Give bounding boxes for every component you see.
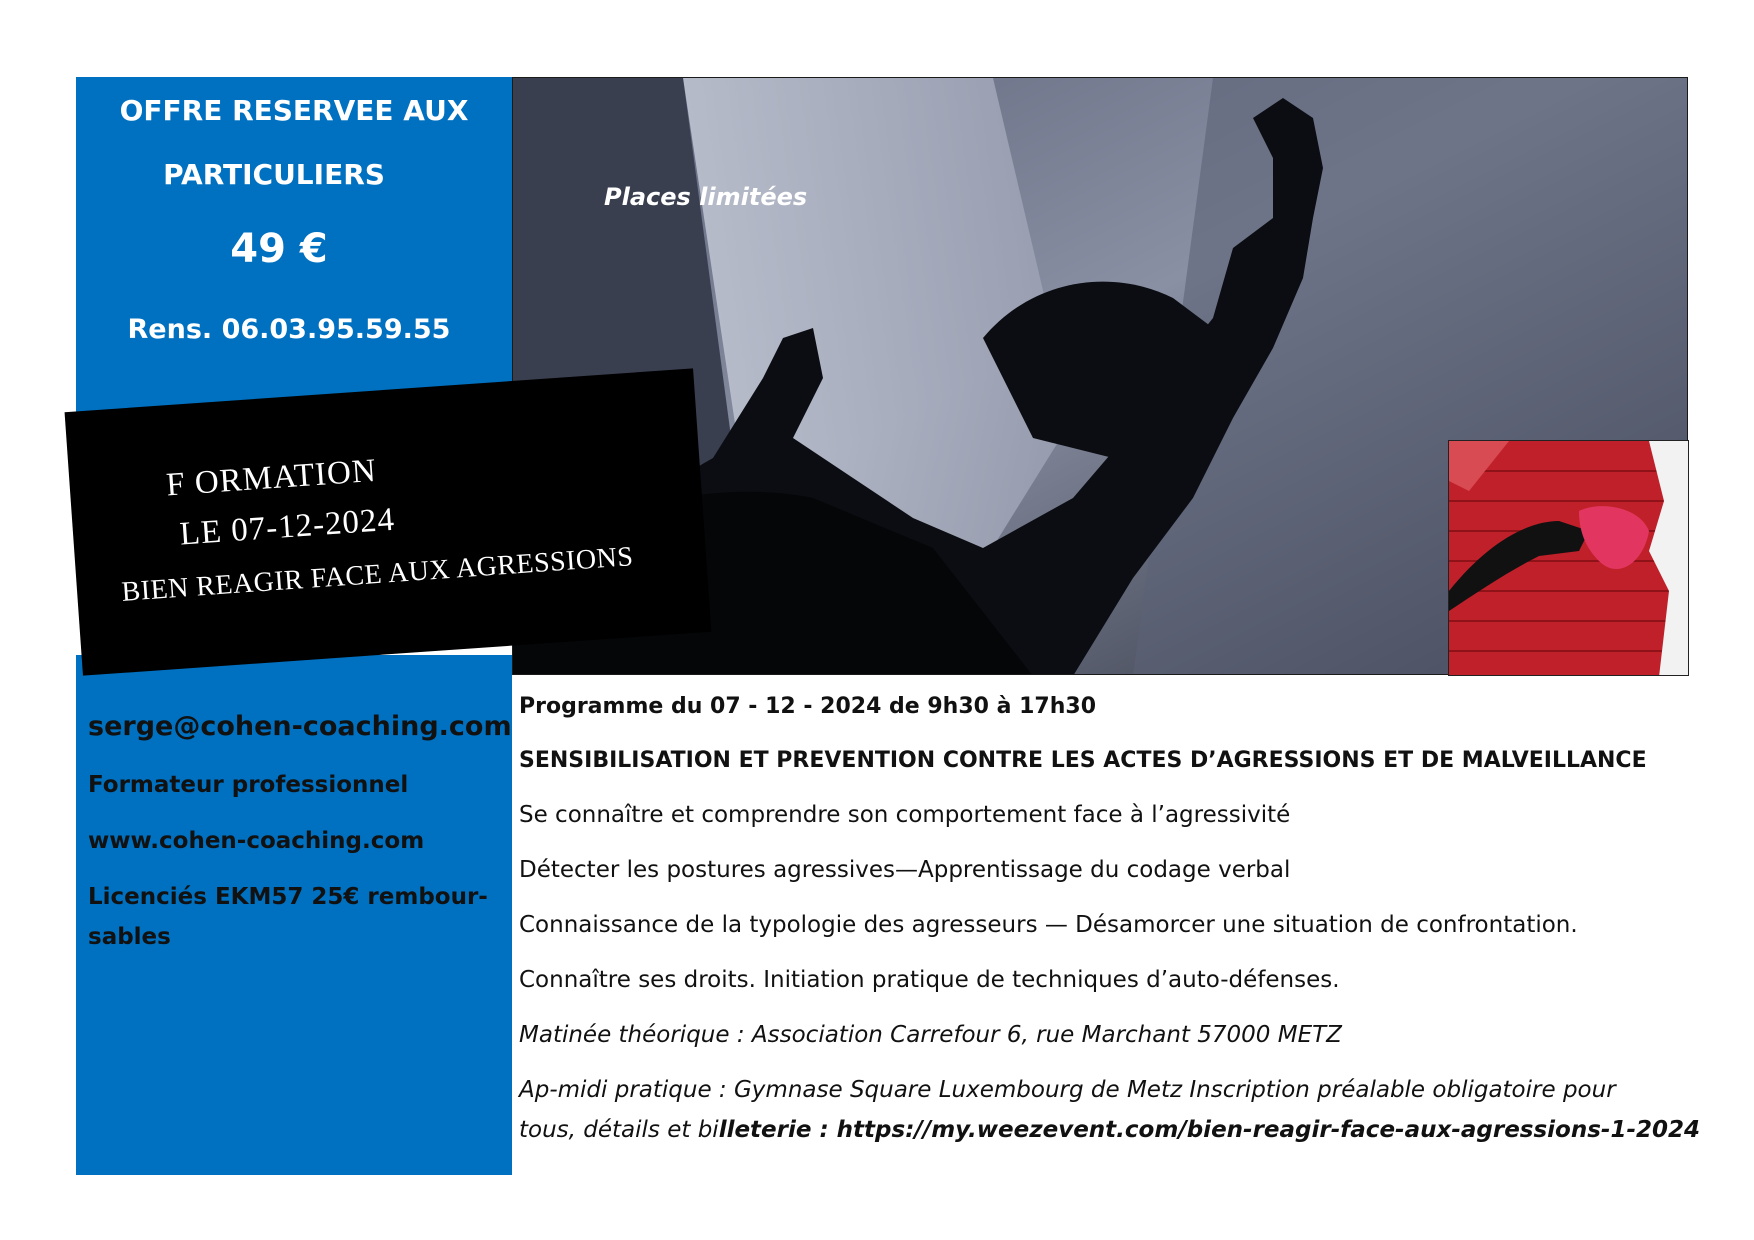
website: www.cohen-coaching.com bbox=[88, 828, 425, 854]
registration-prefix: tous, détails et bi bbox=[519, 1117, 719, 1143]
bag-snatch-illustration bbox=[1449, 441, 1689, 676]
places-limited-caption: Places limitées bbox=[604, 183, 808, 211]
trainer-role: Formateur professionnel bbox=[88, 772, 409, 798]
programme-item: Se connaître et comprendre son comportement face à l’agressivité bbox=[519, 802, 1291, 828]
banner-line-date: LE 07-12-2024 bbox=[178, 501, 397, 553]
bag-snatch-photo bbox=[1448, 440, 1689, 676]
email-address: serge@cohen-coaching.com bbox=[88, 711, 512, 742]
banner-line-title: BIEN REAGIR FACE AUX AGRESSIONS bbox=[120, 541, 635, 608]
programme-item: Connaissance de la typologie des agresseurs — Désamorcer une situation de confrontation. bbox=[519, 912, 1578, 938]
programme-item: Connaître ses droits. Initiation pratique de techniques d’auto-défenses. bbox=[519, 967, 1340, 993]
formation-banner-text bbox=[94, 410, 687, 650]
offer-title-line2: PARTICULIERS bbox=[163, 158, 385, 191]
afternoon-location: Ap-midi pratique : Gymnase Square Luxembourg de Metz Inscription préalable obligatoire pour bbox=[519, 1077, 1616, 1103]
programme-heading: Programme du 07 - 12 - 2024 de 9h30 à 17h30 bbox=[519, 694, 1097, 719]
programme-item: Détecter les postures agressives—Apprentissage du codage verbal bbox=[519, 857, 1291, 883]
license-note-line2: sables bbox=[88, 924, 171, 950]
contact-phone: Rens. 06.03.95.59.55 bbox=[127, 314, 451, 345]
license-note-line1: Licenciés EKM57 25€ rembour- bbox=[88, 884, 488, 910]
price: 49 € bbox=[230, 226, 328, 272]
morning-location: Matinée théorique : Association Carrefour 6, rue Marchant 57000 METZ bbox=[519, 1022, 1342, 1048]
registration-details bbox=[519, 1117, 1700, 1143]
offer-title-line1: OFFRE RESERVEE AUX bbox=[119, 94, 469, 127]
ticketing-link[interactable]: lleterie : https://my.weezevent.com/bien-reagir-face-aux-agressions-1-2024 bbox=[718, 1117, 1701, 1143]
banner-line-formation: F ORMATION bbox=[165, 452, 378, 504]
programme-subtitle: SENSIBILISATION ET PREVENTION CONTRE LES ACTES D’AGRESSIONS ET DE MALVEILLANCE bbox=[519, 748, 1647, 773]
